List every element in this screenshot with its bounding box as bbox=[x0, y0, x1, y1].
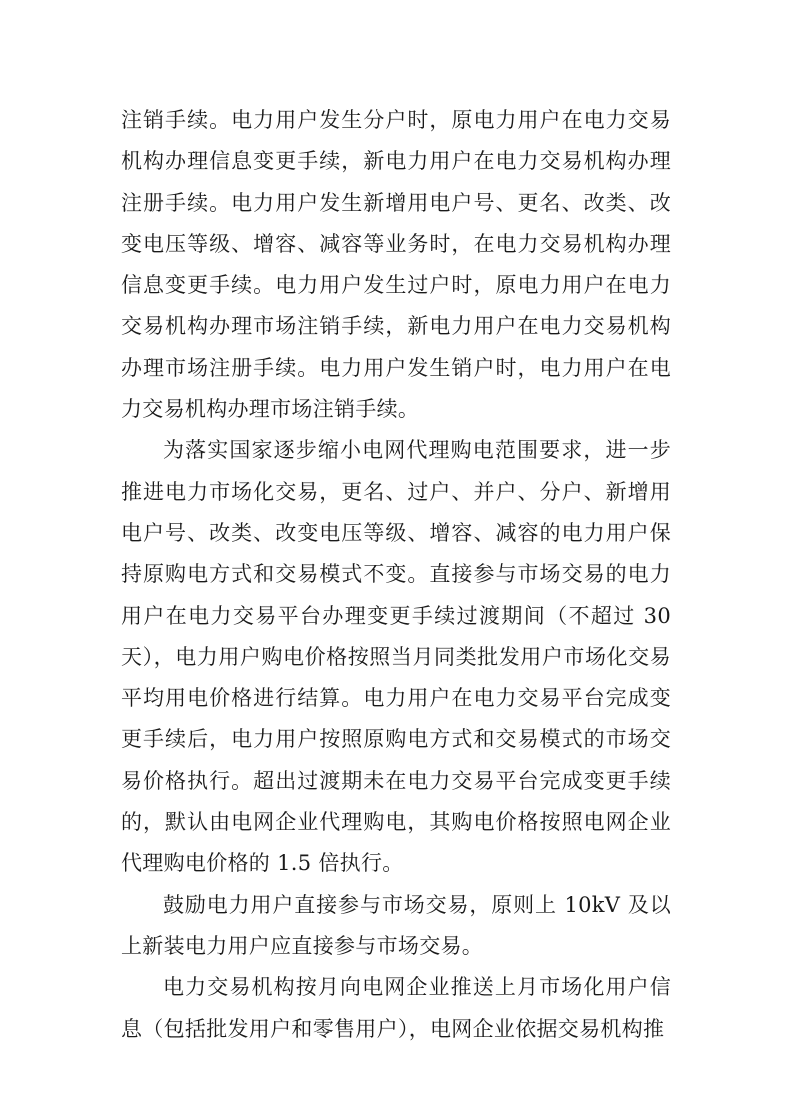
paragraph-transition-period: 为落实国家逐步缩小电网代理购电范围要求，进一步推进电力市场化交易，更名、过户、并户、分户、新增用电户号、改类、改变电压等级、增容、减容的电力用户保持原购电方式和交易模式不变。直接参与市场交易的电力用户在电力交易平台办理变更手续过渡期间（不超过 30 天），电力用户购电价格按照当月同类批发用户市场化交易平均用电价格进行结算。电力用户在电力交易平台完成变更手续后，电力用户按照原购电方式和交易模式的市场交易价格执行。超出过渡期未在电力交易平台完成变更手续的，默认由电网企业代理购电，其购电价格按照电网企业代理购电价格的 1.5 倍执行。 bbox=[121, 438, 671, 876]
paragraph-monthly-info-push: 电力交易机构按月向电网企业推送上月市场化用户信息（包括批发用户和零售用户），电网企业依据交易机构推 bbox=[121, 975, 671, 1041]
paragraph-encourage-direct-trading: 鼓励电力用户直接参与市场交易，原则上 10kV 及以上新装电力用户应直接参与市场交易。 bbox=[121, 892, 671, 958]
document-body bbox=[121, 100, 671, 1050]
paragraph-continued: 注销手续。电力用户发生分户时，原电力用户在电力交易机构办理信息变更手续，新电力用户在电力交易机构办理注册手续。电力用户发生新增用电户号、更名、改类、改变电压等级、增容、减容等业务时，在电力交易机构办理信息变更手续。电力用户发生过户时，原电力用户在电力交易机构办理市场注销手续，新电力用户在电力交易机构办理市场注册手续。电力用户发生销户时，电力用户在电力交易机构办理市场注销手续。 bbox=[121, 108, 671, 422]
